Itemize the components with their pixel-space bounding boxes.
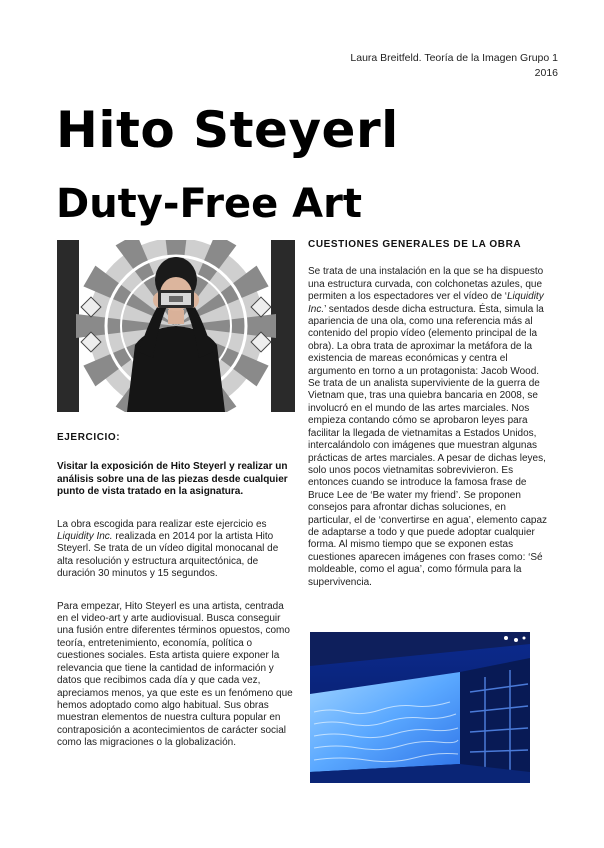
document-subtitle: Duty-Free Art [56,181,362,227]
document-title: Hito Steyerl [56,101,399,159]
exercise-p1-start: La obra escogida para realizar este ejercicio es [57,518,267,530]
artist-photo-illustration [57,240,295,412]
work-title-italic-2: Liquidity Inc. [308,291,544,315]
exercise-task: Visitar la exposición de Hito Steyerl y realizar un análisis sobre una de las piezas desde cualquier punto de vista tratado en la asignatura. [57,461,288,498]
exercise-section [57,432,297,750]
general-p1-start: Se trata de una instalación en la que se ha dispuesto una estructura curvada, con colchonetas azules, que permiten a los espectadores ver el vídeo de ‘ [308,266,544,303]
exercise-paragraph-1 [57,519,297,581]
general-heading: CUESTIONES GENERALES DE LA OBRA [308,239,522,250]
installation-photo [310,632,530,783]
work-title-italic: Liquidity Inc. [57,531,113,543]
general-p1-end: ’ sentados desde dicha estructura. Ésta, simula la apariencia de una ola, como una referencia más al contenido del propio vídeo (elemento principal de la obra). La obra trata de aproximar la metáfora de la existencia de mareas económicas y centra el argumento en torno a un protagonista: Jacob Wood. Se trata de un analista superviviente de la guerra de Vietnam que, tras una quiebra bancaria en 2008, se involucró en el mundo de las artes marciales. Nos empieza contando cómo se aprobaron leyes para facilitar la llegada de vietnamitas a Estados Unidos, intercalándolo con imágenes que muestran algunas prácticas de artes marciales. A pesar de dichas leyes, solo unos pocos vietnamitas sobrevivieron. Es entonces cuando se introduce la famosa frase de Bruce Lee de ‘Be water my friend’. Se proponen consejos para afrontar dichas soluciones, en particular, el de ‘convertirse en agua’, elemento capaz de adaptarse a todo y que puede adoptar cualquier forma. Al mismo tiempo que se exponen estas cuestiones aparecen imágenes con frases como: ‘Sé moldeable, como el agua’, como fórmula para la supervivencia. [308,303,548,588]
general-section [308,239,548,589]
exercise-paragraph-2: Para empezar, Hito Steyerl es una artista, centrada en el video-art y arte audiovisual. Busca conseguir una fusión entre diferentes términos opuestos, como teoría, entretenimiento, economía, política o cuestiones sociales. Esta artista quiere exponer la relevancia que tiene la cantidad de información y datos que recibimos cada día y que cada vez, apreciamos menos, ya que este es un fenómeno que hemos adoptado como algo habitual. Sus obras muestran elementos de nuestra cultura popular en contraposición a acontecimientos de carácter social como las migraciones o la globalización. [57,600,293,749]
page-header [298,51,558,81]
installation-photo-illustration [310,632,530,783]
exercise-p1-end: realizada en 2014 por la artista Hito Steyerl. Se trata de un vídeo digital monocanal de alta resolución y estructura arquitectónica, de duración 30 minutos y 15 segundos. [57,531,279,580]
header-author-course: Laura Breitfeld. Teoría de la Imagen Grupo 1 [350,52,558,64]
exercise-heading: EJERCICIO: [57,432,121,443]
general-paragraph-1 [308,266,548,589]
artist-photo [57,240,295,412]
header-year: 2016 [534,67,558,79]
